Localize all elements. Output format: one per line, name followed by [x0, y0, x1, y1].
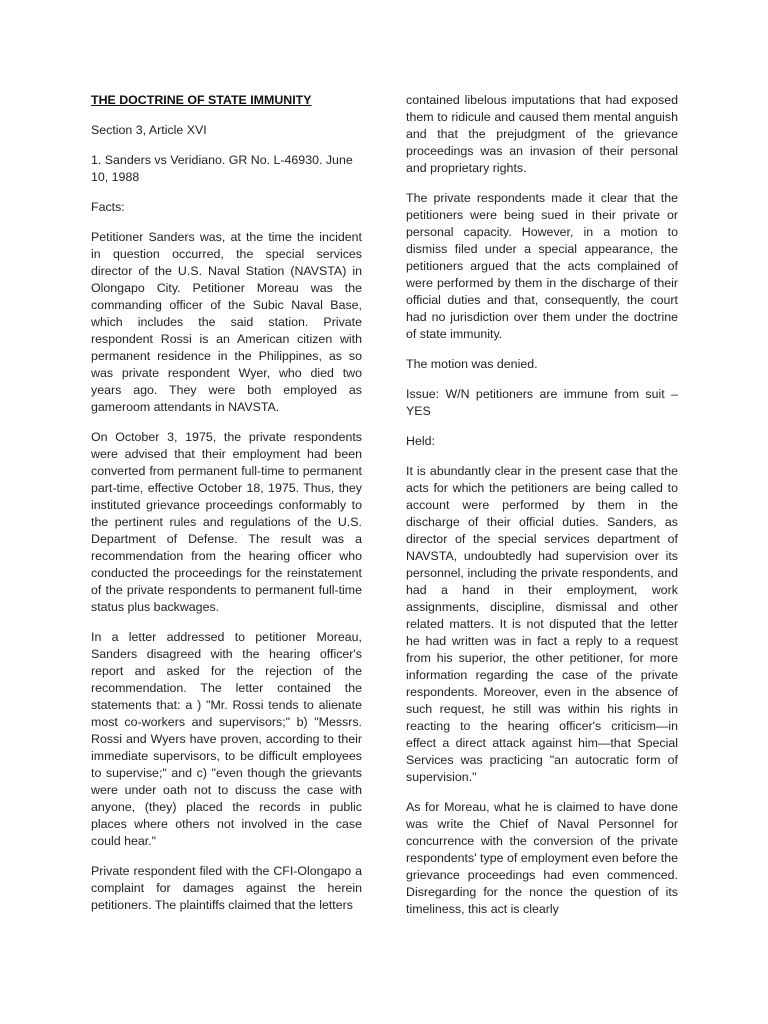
issue-statement: Issue: W/N petitioners are immune from suit – YES: [406, 387, 678, 418]
held-heading: Held:: [406, 434, 435, 448]
paragraph: The private respondents made it clear that the petitioners were being sued in their private or personal capacity. However, in a motion to dismiss filed under a special appearance, the petitioners argued that the acts complained of were performed by them in the discharge of their official duties and that, consequently, the court had no jurisdiction over them under the doctrine of state immunity.: [406, 191, 678, 341]
paragraph: As for Moreau, what he is claimed to have done was write the Chief of Naval Personnel for concurrence with the conversion of the private respondents' type of employment even before the grievance proceedings had even commenced. Disregarding for the nonce the question of its timeliness, this act is clearly: [406, 800, 678, 916]
facts-heading: Facts:: [91, 200, 125, 214]
case-citation: 1. Sanders vs Veridiano. GR No. L-46930. June 10, 1988: [91, 153, 353, 184]
paragraph: It is abundantly clear in the present case that the acts for which the petitioners are being called to account were performed by them in the discharge of their official duties. Sanders, as director of the special services department of NAVSTA, undoubtedly had supervision over its personnel, including the private respondents, and had a hand in their employment, work assignments, discipline, dismissal and other related matters. It is not disputed that the letter he had written was in fact a reply to a request from his superior, the other petitioner, for more information regarding the case of the private respondents. Moreover, even in the absence of such request, he still was within his rights in reacting to the hearing officer's criticism—in effect a direct attack against him—that Special Services was practicing "an autocratic form of supervision.": [406, 464, 678, 784]
paragraph: In a letter addressed to petitioner Moreau, Sanders disagreed with the hearing officer's report and asked for the rejection of the recommendation. The letter contained the statements that: a ) "Mr. Rossi tends to alienate most co-workers and supervisors;" b) "Messrs. Rossi and Wyers have proven, according to their immediate supervisors, to be difficult employees to supervise;" and c) "even though the grievants were under oath not to discuss the case with anyone, (they) placed the records in public places where others not involved in the case could hear.": [91, 630, 362, 848]
paragraph: The motion was denied.: [406, 357, 538, 371]
right-column: [406, 92, 678, 931]
paragraph: On October 3, 1975, the private respondents were advised that their employment had been converted from permanent full-time to permanent part-time, effective October 18, 1975. Thus, they instituted grievance proceedings conformably to the pertinent rules and regulations of the U.S. Department of Defense. The result was a recommendation from the hearing officer who conducted the proceedings for the reinstatement of the private respondents to permanent full-time status plus backwages.: [91, 430, 362, 614]
section-reference: Section 3, Article XVI: [91, 123, 207, 137]
paragraph: Private respondent filed with the CFI-Olongapo a complaint for damages against the herein petitioners. The plaintiffs claimed that the letters: [91, 864, 362, 912]
paragraph: Petitioner Sanders was, at the time the incident in question occurred, the special services director of the U.S. Naval Station (NAVSTA) in Olongapo City. Petitioner Moreau was the commanding officer of the Subic Naval Base, which includes the said station. Private respondent Rossi is an American citizen with permanent residence in the Philippines, as so was private respondent Wyer, who died two years ago. They were both employed as gameroom attendants in NAVSTA.: [91, 230, 362, 414]
document-title: THE DOCTRINE OF STATE IMMUNITY: [91, 93, 312, 107]
left-column: [91, 92, 362, 927]
paragraph: contained libelous imputations that had exposed them to ridicule and caused them mental anguish and that the prejudgment of the grievance proceedings was an invasion of their personal and proprietary rights.: [406, 93, 678, 175]
